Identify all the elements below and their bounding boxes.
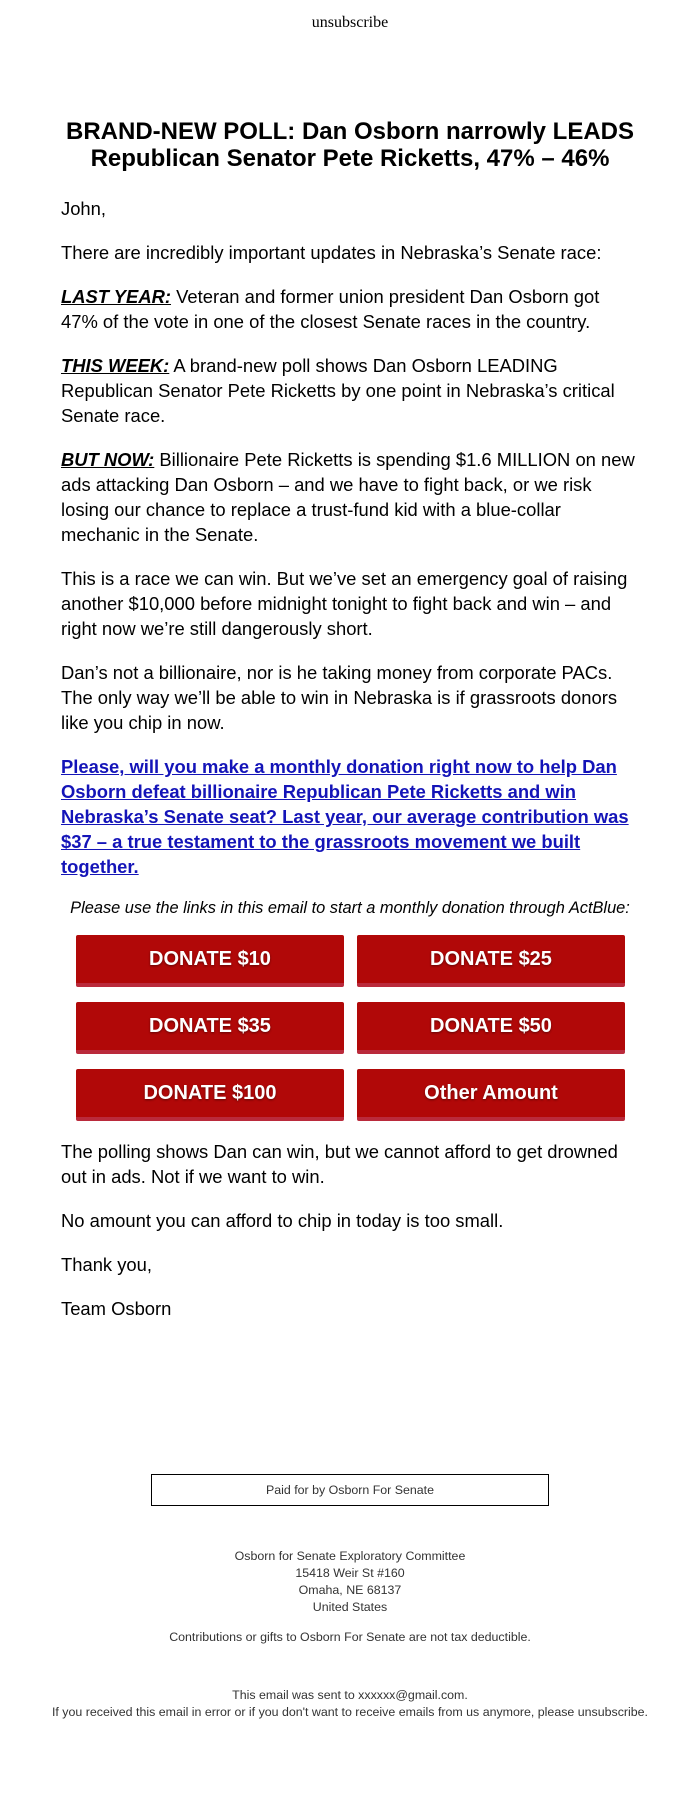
section-this-week xyxy=(61,353,639,428)
email-body xyxy=(61,118,639,1340)
sent-to-line: This email was sent to xxxxxx@gmail.com. xyxy=(232,1688,468,1702)
tax-note: Contributions or gifts to Osborn For Senate are not tax deductible. xyxy=(169,1630,531,1644)
section-text: A brand-new poll shows Dan Osborn LEADING Republican Senator Pete Ricketts by one point in Nebraska’s critical Senate race. xyxy=(61,355,615,426)
mailing-address xyxy=(0,1548,700,1616)
section-lead: LAST YEAR: xyxy=(61,286,172,307)
donate-10-button[interactable]: DONATE $10 xyxy=(76,935,344,987)
donation-button-grid xyxy=(61,935,639,1125)
unsubscribe-link[interactable]: unsubscribe xyxy=(311,14,389,31)
paid-for-box: Paid for by Osborn For Senate xyxy=(151,1474,549,1506)
donate-50-button[interactable]: DONATE $50 xyxy=(357,1002,625,1054)
section-lead: BUT NOW: xyxy=(61,449,155,470)
sent-notice xyxy=(0,1687,700,1721)
greeting: John, xyxy=(61,198,106,219)
unsubscribe-notice[interactable]: If you received this email in error or if you don't want to receive emails from us anymore, please unsubscribe. xyxy=(51,1705,648,1719)
section-text: Billionaire Pete Ricketts is spending $1.6 MILLION on new ads attacking Dan Osborn – and we have to fight back, or we risk losing our chance to replace a trust-fund kid with a blue-collar mechanic in the Senate. xyxy=(61,449,635,545)
body-paragraph: This is a race we can win. But we’ve set an emergency goal of raising another $10,000 before midnight tonight to fight back and win – and right now we’re still dangerously short. xyxy=(61,568,628,639)
section-lead: THIS WEEK: xyxy=(61,355,170,376)
donation-ask-link[interactable]: Please, will you make a monthly donation right now to help Dan Osborn defeat billionaire Republican Pete Ricketts and win Nebraska’s Senate seat? Last year, our average contribution was $37 – a true testament to the grassroots movement we built together. xyxy=(61,756,629,877)
signature: Team Osborn xyxy=(61,1298,172,1319)
section-text: Veteran and former union president Dan Osborn got 47% of the vote in one of the closest Senate races in the country. xyxy=(61,286,600,332)
footer xyxy=(0,1474,700,1721)
address-line: 15418 Weir St #160 xyxy=(295,1566,405,1580)
body-paragraph: Dan’s not a billionaire, nor is he taking money from corporate PACs. The only way we’ll be able to win in Nebraska is if grassroots donors like you chip in now. xyxy=(61,662,618,733)
closing-paragraph: No amount you can afford to chip in today is too small. xyxy=(61,1210,504,1231)
donate-100-button[interactable]: DONATE $100 xyxy=(76,1069,344,1121)
address-line: United States xyxy=(312,1600,388,1614)
donate-25-button[interactable]: DONATE $25 xyxy=(357,935,625,987)
sign-off: Thank you, xyxy=(61,1254,152,1275)
address-line: Omaha, NE 68137 xyxy=(298,1583,402,1597)
section-but-now xyxy=(61,447,639,547)
address-line: Osborn for Senate Exploratory Committee xyxy=(234,1549,466,1563)
intro-paragraph: There are incredibly important updates in Nebraska’s Senate race: xyxy=(61,242,602,263)
headline: BRAND-NEW POLL: Dan Osborn narrowly LEADS Republican Senator Pete Ricketts, 47% – 46% xyxy=(65,118,635,172)
other-amount-button[interactable]: Other Amount xyxy=(357,1069,625,1121)
donate-35-button[interactable]: DONATE $35 xyxy=(76,1002,344,1054)
donation-note: Please use the links in this email to start a monthly donation through ActBlue: xyxy=(70,899,630,917)
closing-paragraph: The polling shows Dan can win, but we cannot afford to get drowned out in ads. Not if we want to win. xyxy=(61,1141,618,1187)
section-last-year xyxy=(61,284,639,334)
